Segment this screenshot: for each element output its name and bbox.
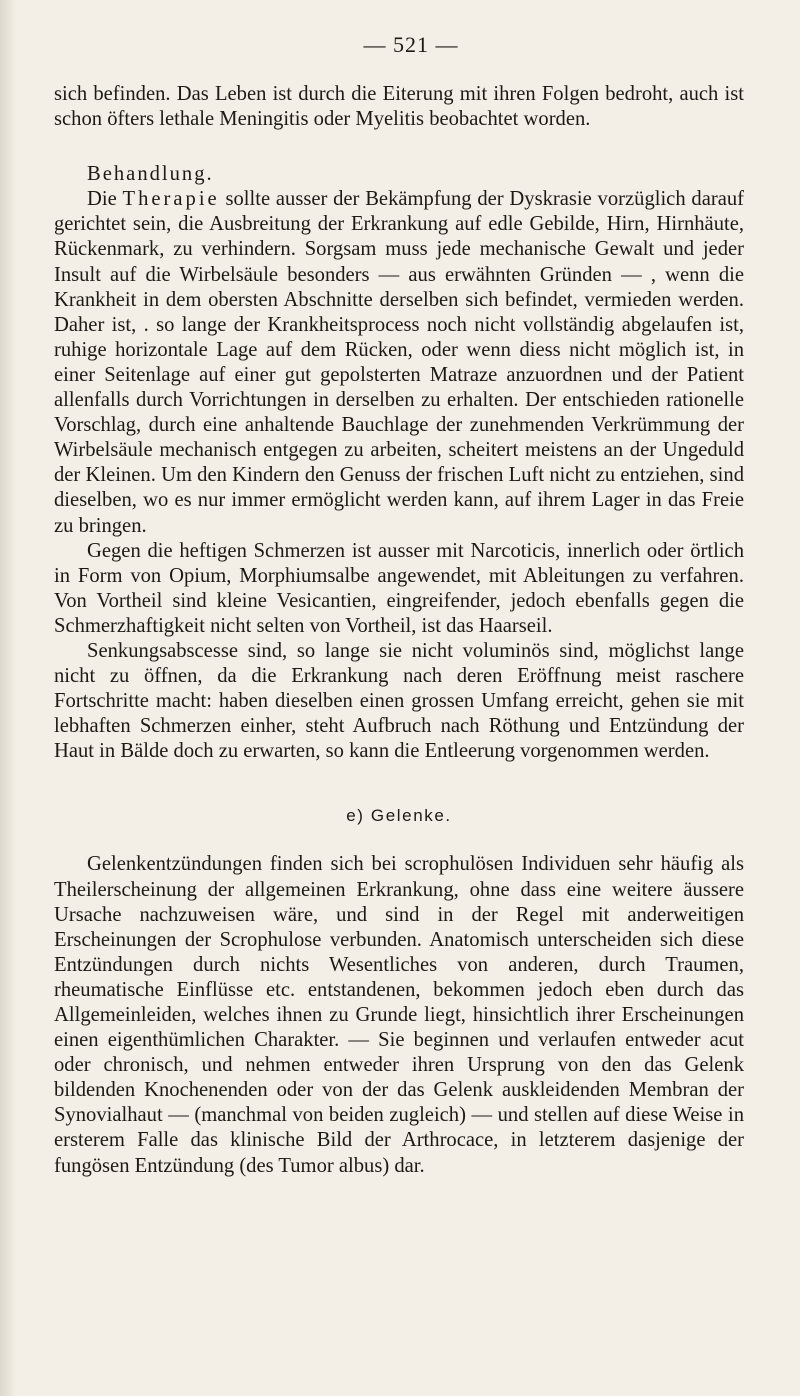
intro-paragraph: sich befinden. Das Leben ist durch die Eiterung mit ihren Folgen bedroht, auch ist schon öfters lethale Meningitis oder Myelitis beobachtet worden. (54, 83, 744, 131)
joints-paragraph: Gelenkentzündungen finden sich bei scrophulösen Individuen sehr häufig als Theilerscheinung der allgemeinen Erkrankung, ohne dass eine weitere äussere Ursache nachzuweisen wäre, und sind in der Regel mit anderweitigen Erscheinungen der Scrophulose verbunden. Anatomisch unterscheiden sich diese Entzündungen durch nichts Wesentliches von anderen, durch Traumen, rheumatische Einflüsse etc. entstandenen, bekommen jedoch eben durch das Allgemeinleiden, welches ihnen zu Grunde liegt, hinsichtlich ihrer Erscheinungen einen eigenthümlichen Charakter. — Sie beginnen und verlaufen entweder acut oder chronisch, und nehmen entweder ihren Ursprung von den das Gelenk bildenden Knochenenden oder von der das Gelenk auskleidenden Membran der Synovialhaut — (manchmal von beiden zugleich) — und stellen auf diese Weise in ersterem Falle das klinische Bild der Arthrocace, in letzterem dasjenige der fungösen Entzündung (des Tumor albus) dar. (54, 853, 744, 1177)
therapy-paragraph-1 (54, 187, 744, 538)
therapy-text: sollte ausser der Bekämpfung der Dyskrasie vorzüglich darauf gerichtet sein, die Ausbreitung der Erkrankung auf edle Gebilde, Hirn, Hirnhäute, Rückenmark, zu verhindern. Sorgsam muss jede mechanische Gewalt und jeder Insult auf die Wirbelsäule besonders — aus erwähnten Gründen — , wenn die Krankheit in dem obersten Abschnitte derselben sich befindet, vermieden werden. Daher ist, . so lange der Krankheitsprocess noch nicht vollständig abgelaufen ist, ruhige horizontale Lage auf dem Rücken, oder wenn diess nicht möglich ist, in einer Seitenlage auf einer gut gepolsterten Matraze anzuordnen und der Patient allenfalls durch Vorrichtungen in derselben zu erhalten. Der entschieden rationelle Vorschlag, durch eine anhaltende Bauchlage der zunehmenden Verkrümmung der Wirbelsäule mechanisch entgegen zu arbeiten, scheitert meistens an der Ungeduld der Kleinen. Um den Kindern den Genuss der frischen Luft nicht zu entziehen, sind dieselben, wo es nur immer ermöglicht werden kann, auf ihrem Lager in das Freie zu bringen. (54, 188, 744, 537)
therapy-paragraph-2: Gegen die heftigen Schmerzen ist ausser mit Narcoticis, innerlich oder örtlich in Form von Opium, Morphiumsalbe angewendet, mit Ableitungen zu verfahren. Von Vortheil sind kleine Vesicantien, eingreifender, jedoch ebenfalls gegen die Schmerzhaftigkeit nicht selten von Vortheil, ist das Haarseil. (54, 539, 744, 637)
section-heading-behandlung: Behandlung. (87, 163, 214, 186)
therapy-prefix: Die (87, 188, 123, 211)
page-number: — 521 — (363, 32, 459, 57)
therapy-paragraph-3: Senkungsabscesse sind, so lange sie nicht voluminös sind, möglichst lange nicht zu öffnen, da die Erkrankung nach deren Eröffnung meist raschere Fortschritte macht: haben dieselben einen grossen Umfang erreicht, gehen sie mit lebhaften Schmerzen einher, steht Aufbruch nach Röthung und Entzündung der Haut in Bälde doch zu erwarten, so kann die Entleerung vorgenommen werden. (54, 639, 744, 763)
subsection-heading-gelenke: e) Gelenke. (346, 806, 452, 826)
therapy-lead-word: Therapie (122, 188, 220, 211)
page-edge-shadow (0, 0, 16, 1396)
